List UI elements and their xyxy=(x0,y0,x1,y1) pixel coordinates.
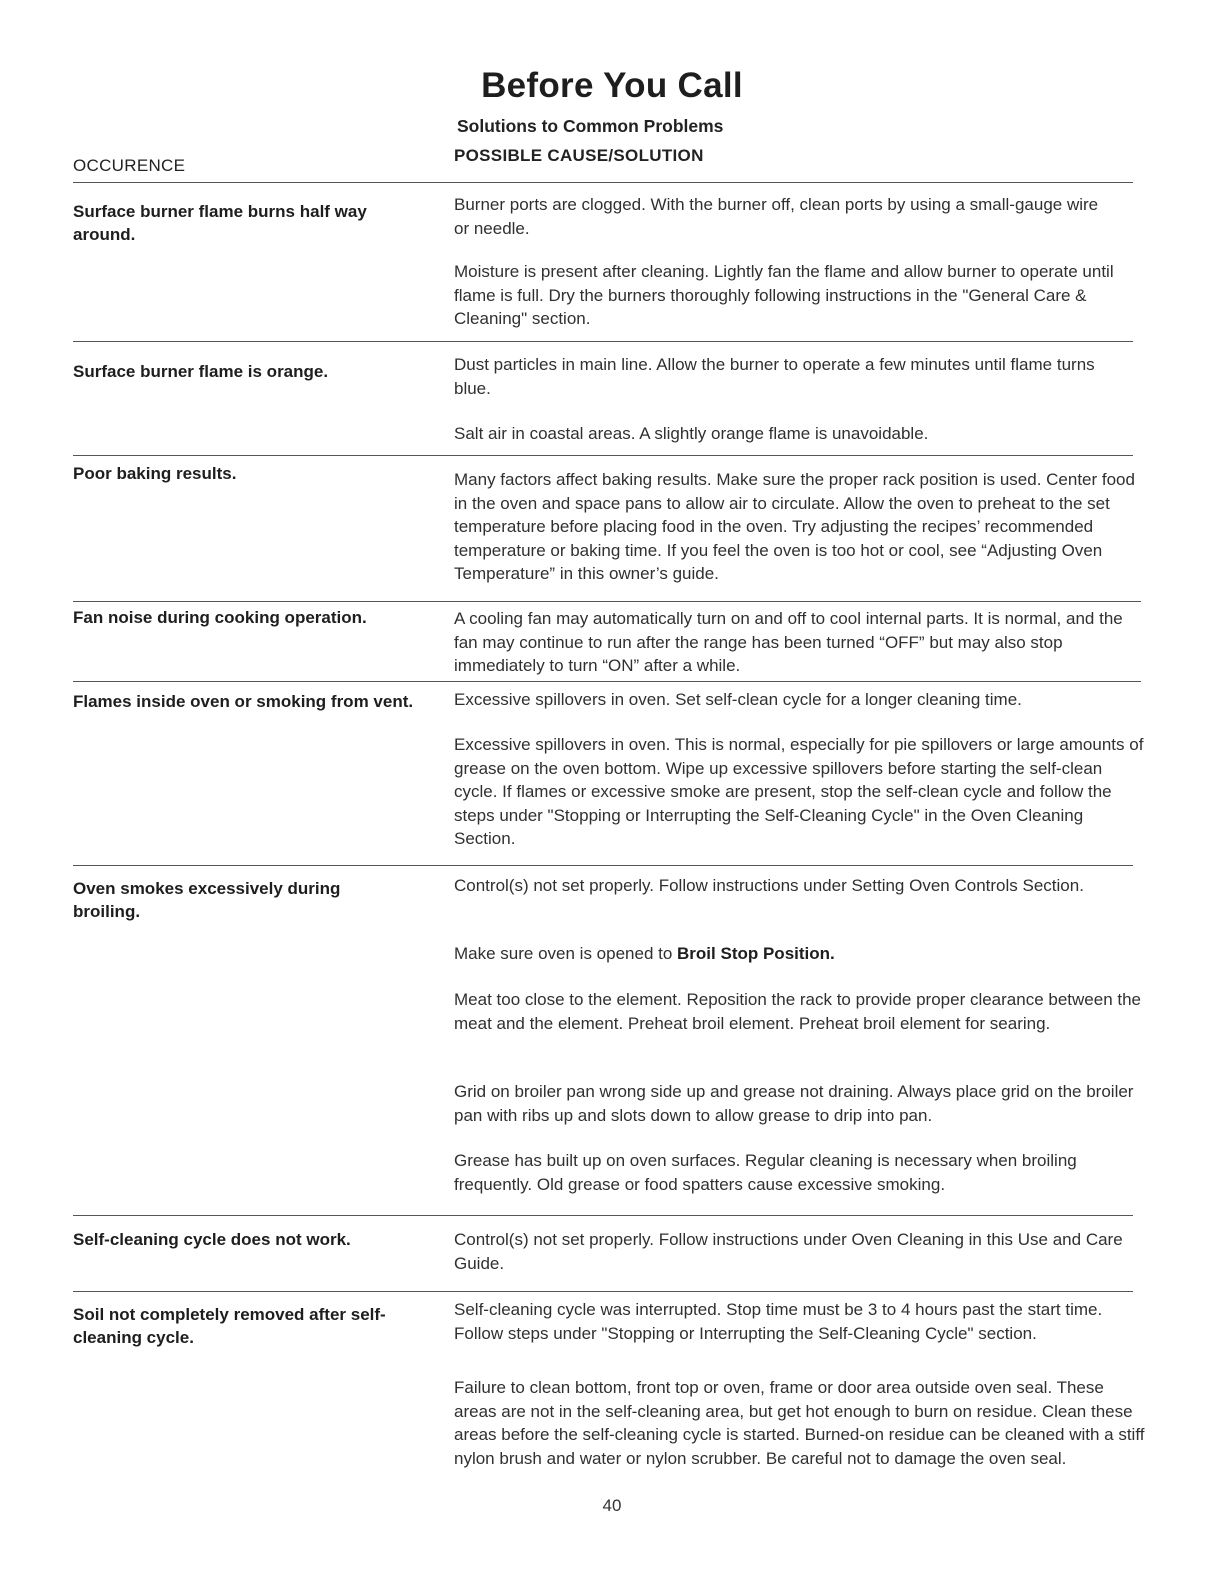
occurrence-self-cleaning-not-work: Self-cleaning cycle does not work. xyxy=(73,1230,351,1249)
broil-stop-emphasis: Broil Stop Position. xyxy=(677,944,835,963)
occurrence-flames-inside-oven: Flames inside oven or smoking from vent. xyxy=(73,692,414,711)
row-divider xyxy=(73,341,1133,342)
row-divider xyxy=(73,1291,1133,1292)
occurrence-poor-baking: Poor baking results. xyxy=(73,464,237,483)
solution-clogged-ports: Burner ports are clogged. With the burner off, clean ports by using a small-gauge wire or needle. xyxy=(454,195,1099,238)
solution-meat-too-close: Meat too close to the element. Reposition the rack to provide proper clearance between the meat and the element. Preheat broil element. Preheat broil element for searing. xyxy=(454,990,1142,1033)
solution-controls-not-set: Control(s) not set properly. Follow instructions under Setting Oven Controls Section. xyxy=(454,876,1084,895)
occurrence-burner-half-way: Surface burner flame burns half way around. xyxy=(73,202,367,244)
solution-failure-to-clean: Failure to clean bottom, front top or oven, frame or door area outside oven seal. These areas are not in the self-cleaning area, but get hot enough to burn on residue. Clean these areas before the self-cleaning cycle is started. Burned-on residue can be cleaned with a stiff nylon brush and water or nylon scrubber. Be careful not to damage the oven seal. xyxy=(454,1378,1145,1468)
occurrence-fan-noise: Fan noise during cooking operation. xyxy=(73,608,367,627)
solution-grease-buildup: Grease has built up on oven surfaces. Regular cleaning is necessary when broiling frequently. Old grease or food spatters cause excessive smoking. xyxy=(454,1151,1077,1194)
header-divider xyxy=(73,182,1133,183)
solution-moisture: Moisture is present after cleaning. Lightly fan the flame and allow burner to operate until flame is full. Dry the burners thoroughly following instructions in the "General Care & Cleaning" section. xyxy=(454,262,1114,329)
solution-broil-stop-position xyxy=(454,942,1154,966)
solution-cooling-fan: A cooling fan may automatically turn on and off to cool internal parts. It is normal, and the fan may continue to run after the range has been turned “OFF” but may also stop immediately to turn “ON” after a while. xyxy=(454,609,1123,676)
solution-baking-factors: Many factors affect baking results. Make sure the proper rack position is used. Center food in the oven and space pans to allow air to circulate. Allow the oven to preheat to the set temperature before placing food in the oven. Try adjusting the recipes’ recommended temperature or baking time. If you feel the oven is too hot or cool, see “Adjusting Oven Temperature” in this owner’s guide. xyxy=(454,470,1135,584)
row-divider xyxy=(73,865,1133,866)
solution-dust-particles: Dust particles in main line. Allow the burner to operate a few minutes until flame turns blue. xyxy=(454,355,1095,398)
solution-spillovers-normal: Excessive spillovers in oven. This is normal, especially for pie spillovers or large amounts of grease on the oven bottom. Wipe up excessive spillovers before starting the self-clean cycle. If flames or excessive smoke are present, stop the self-clean cycle and follow the steps under "Stopping or Interrupting the Self-Cleaning Cycle" in the Oven Cleaning Section. xyxy=(454,735,1144,849)
solution-controls-oven-cleaning: Control(s) not set properly. Follow instructions under Oven Cleaning in this Use and Care Guide. xyxy=(454,1230,1123,1273)
row-divider xyxy=(73,601,1141,602)
solution-salt-air: Salt air in coastal areas. A slightly orange flame is unavoidable. xyxy=(454,424,929,443)
occurrence-oven-smokes-broiling: Oven smokes excessively during broiling. xyxy=(73,879,341,921)
solution-grid-wrong-side: Grid on broiler pan wrong side up and grease not draining. Always place grid on the broiler pan with ribs up and slots down to allow grease to drip into pan. xyxy=(454,1082,1134,1125)
broil-stop-text: Make sure oven is opened to xyxy=(454,944,678,963)
occurrence-burner-orange: Surface burner flame is orange. xyxy=(73,362,329,381)
occurrence-soil-not-removed: Soil not completely removed after self-cleaning cycle. xyxy=(73,1305,386,1347)
solution-cycle-interrupted: Self-cleaning cycle was interrupted. Stop time must be 3 to 4 hours past the start time. Follow steps under "Stopping or Interrupting the Self-Cleaning Cycle" section. xyxy=(454,1300,1103,1343)
page-subtitle: Solutions to Common Problems xyxy=(457,116,724,136)
row-divider xyxy=(73,1215,1133,1216)
page-title: Before You Call xyxy=(481,66,743,105)
solution-spillovers-longer-clean: Excessive spillovers in oven. Set self-clean cycle for a longer cleaning time. xyxy=(454,690,1022,709)
solution-column-header: POSSIBLE CAUSE/SOLUTION xyxy=(454,146,704,165)
occurrence-column-header: OCCURENCE xyxy=(73,156,186,175)
row-divider xyxy=(73,681,1141,682)
page-number: 40 xyxy=(602,1496,622,1515)
row-divider xyxy=(73,455,1133,456)
